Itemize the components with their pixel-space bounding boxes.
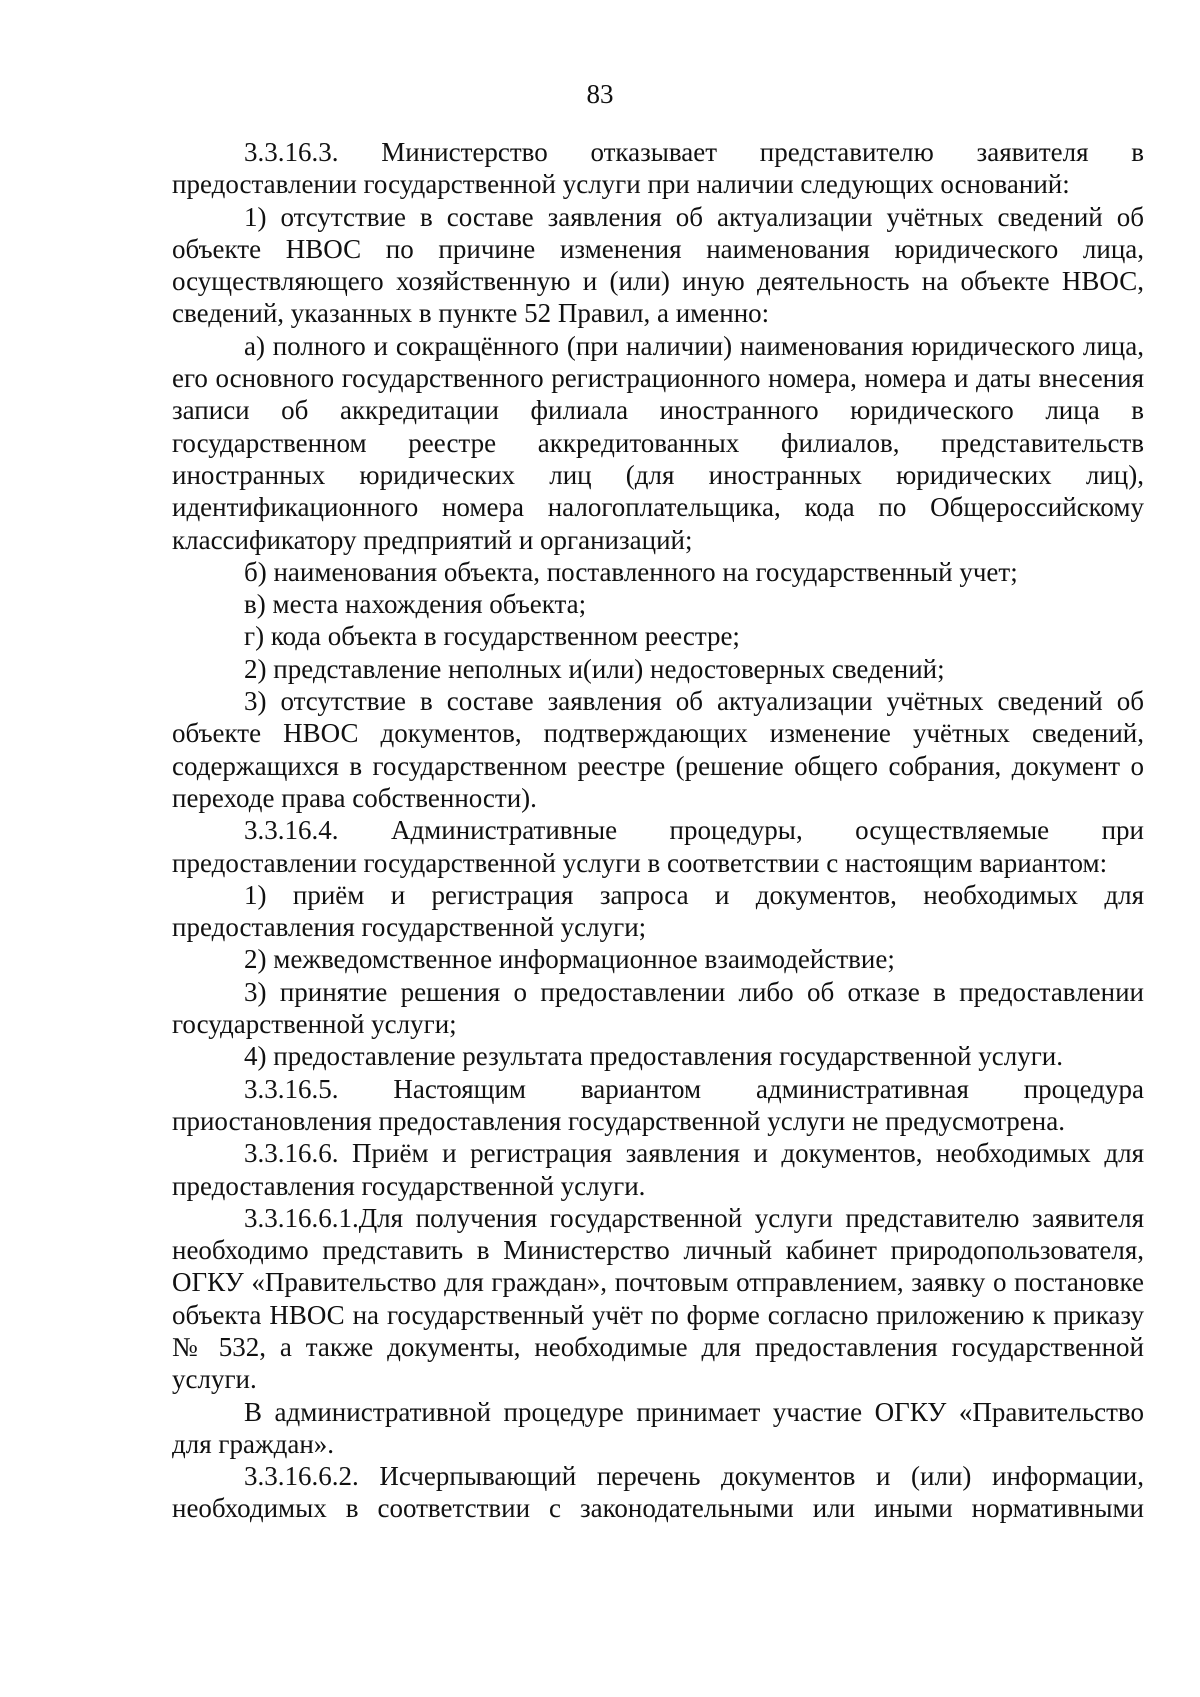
paragraph-3-3-16-3: 3.3.16.3. Министерство отказывает представителю заявителя в предоставлении государственной услуги при наличии следующих оснований: — [172, 137, 1144, 200]
procedure-item-4: 4) предоставление результата предоставления государственной услуги. — [244, 1041, 1063, 1072]
paragraph-3-3-16-6: 3.3.16.6. Приём и регистрация заявления и документов, необходимых для предоставления государственной услуги. — [172, 1138, 1144, 1201]
list-item-v: в) места нахождения объекта; — [244, 589, 587, 620]
paragraph-participation: В административной процедуре принимает участие ОГКУ «Правительство для граждан». — [172, 1396, 1144, 1459]
list-item-g: г) кода объекта в государственном реестре; — [244, 621, 740, 652]
list-item-2: 2) представление неполных и(или) недостоверных сведений; — [244, 653, 945, 684]
list-item-1: 1) отсутствие в составе заявления об актуализации учётных сведений об объекте НВОС по причине изменения наименования юридического лица, осуществляющего хозяйственную и (или) иную деятельность на объекте НВОС, сведений, указанных в пункте 52 Правил, а именно: — [172, 201, 1144, 329]
list-item-b: б) наименования объекта, поставленного на государственный учет; — [244, 556, 1018, 587]
procedure-item-1: 1) приём и регистрация запроса и документов, необходимых для предоставления государственной услуги; — [172, 879, 1144, 943]
page-number: 83 — [586, 79, 614, 109]
document-body — [172, 136, 1144, 1525]
list-item-3: 3) отсутствие в составе заявления об актуализации учётных сведений об объекте НВОС документов, подтверждающих изменение учётных сведений, содержащихся в государственном реестре (решение общего собрания, документ о переходе права собственности). — [172, 686, 1144, 813]
paragraph-3-3-16-5: 3.3.16.5. Настоящим вариантом административная процедура приостановления предоставления государственной услуги не предусмотрена. — [172, 1073, 1144, 1136]
paragraph-3-3-16-4: 3.3.16.4. Административные процедуры, осуществляемые при предоставлении государственной услуги в соответствии с настоящим вариантом: — [172, 815, 1144, 878]
paragraph-3-3-16-6-2: 3.3.16.6.2. Исчерпывающий перечень документов и (или) информации, необходимых в соответствии с законодательными или иными нормативными — [172, 1461, 1144, 1524]
paragraph-3-3-16-6-1: 3.3.16.6.1.Для получения государственной услуги представителю заявителя необходимо представить в Министерство личный кабинет природопользователя, ОГКУ «Правительство для граждан», почтовым отправлением, заявку о постановке объекта НВОС на государственный учёт по форме согласно приложению к приказу № 532, а также документы, необходимые для предоставления государственной услуги. — [172, 1202, 1144, 1395]
procedure-item-3: 3) принятие решения о предоставлении либо об отказе в предоставлении государственной услуги; — [172, 976, 1144, 1040]
list-item-a: а) полного и сокращённого (при наличии) наименования юридического лица, его основного государственного регистрационного номера, номера и даты внесения записи об аккредитации филиала иностранного юридического лица в государственном реестре аккредитованных филиалов, представительств иностранных юридических лиц (для иностранных юридических лиц), идентификационного номера налогоплательщика, кода по Общероссийскому классификатору предприятий и организаций; — [172, 330, 1144, 555]
procedure-item-2: 2) межведомственное информационное взаимодействие; — [244, 944, 895, 975]
